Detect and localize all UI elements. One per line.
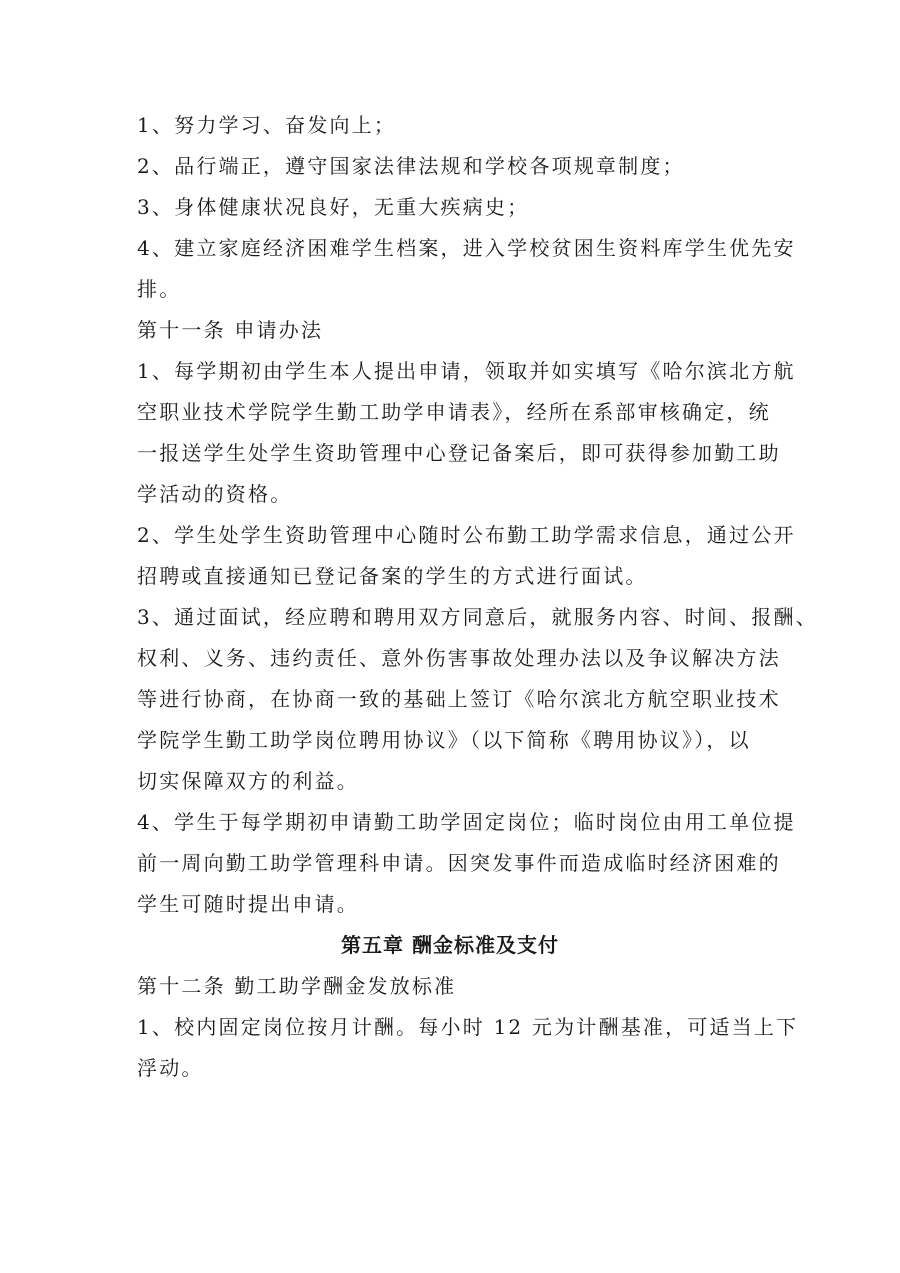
text-line: 浮动。 <box>137 1056 204 1080</box>
text-line: 4、学生于每学期初申请勤工助学固定岗位；临时岗位由用工单位提 <box>137 810 796 834</box>
text-line: 空职业技术学院学生勤工助学申请表》，经所在系部审核确定，统 <box>137 400 771 424</box>
text-line: 3、通过面试，经应聘和聘用双方同意后，就服务内容、时间、报酬、 <box>137 605 818 629</box>
article-heading-11: 第十一条 申请办法 <box>137 318 324 342</box>
text-line: 一报送学生处学生资助管理中心登记备案后，即可获得参加勤工助 <box>137 441 781 465</box>
text-line: 切实保障双方的利益。 <box>137 769 359 793</box>
text-line: 学活动的资格。 <box>137 482 293 506</box>
text-line: 学生可随时提出申请。 <box>137 892 359 916</box>
text-line: 权利、义务、违约责任、意外伤害事故处理办法以及争议解决方法 <box>137 646 781 670</box>
text-line: 排。 <box>137 277 182 301</box>
text-line: 2、品行端正，遵守国家法律法规和学校各项规章制度； <box>137 154 685 178</box>
chapter-heading: 第五章 酬金标准及支付 <box>341 933 559 957</box>
article-heading-12: 第十二条 勤工助学酬金发放标准 <box>137 974 457 998</box>
text-line: 1、努力学习、奋发向上； <box>137 113 397 137</box>
text-line: 学院学生勤工助学岗位聘用协议》（以下简称《聘用协议》），以 <box>137 728 751 752</box>
text-line: 1、每学期初由学生本人提出申请，领取并如实填写《哈尔滨北方航 <box>137 359 796 383</box>
text-line: 3、身体健康状况良好，无重大疾病史； <box>137 195 530 219</box>
text-line: 招聘或直接通知已登记备案的学生的方式进行面试。 <box>137 564 648 588</box>
text-line: 前一周向勤工助学管理科申请。因突发事件而造成临时经济困难的 <box>137 851 781 875</box>
text-line: 等进行协商，在协商一致的基础上签订《哈尔滨北方航空职业技术 <box>137 687 781 711</box>
text-line: 2、学生处学生资助管理中心随时公布勤工助学需求信息，通过公开 <box>137 523 796 547</box>
text-line: 4、建立家庭经济困难学生档案，进入学校贫困生资料库学生优先安 <box>137 236 796 260</box>
text-line: 1、校内固定岗位按月计酬。每小时 12 元为计酬基准，可适当上下 <box>137 1015 799 1039</box>
